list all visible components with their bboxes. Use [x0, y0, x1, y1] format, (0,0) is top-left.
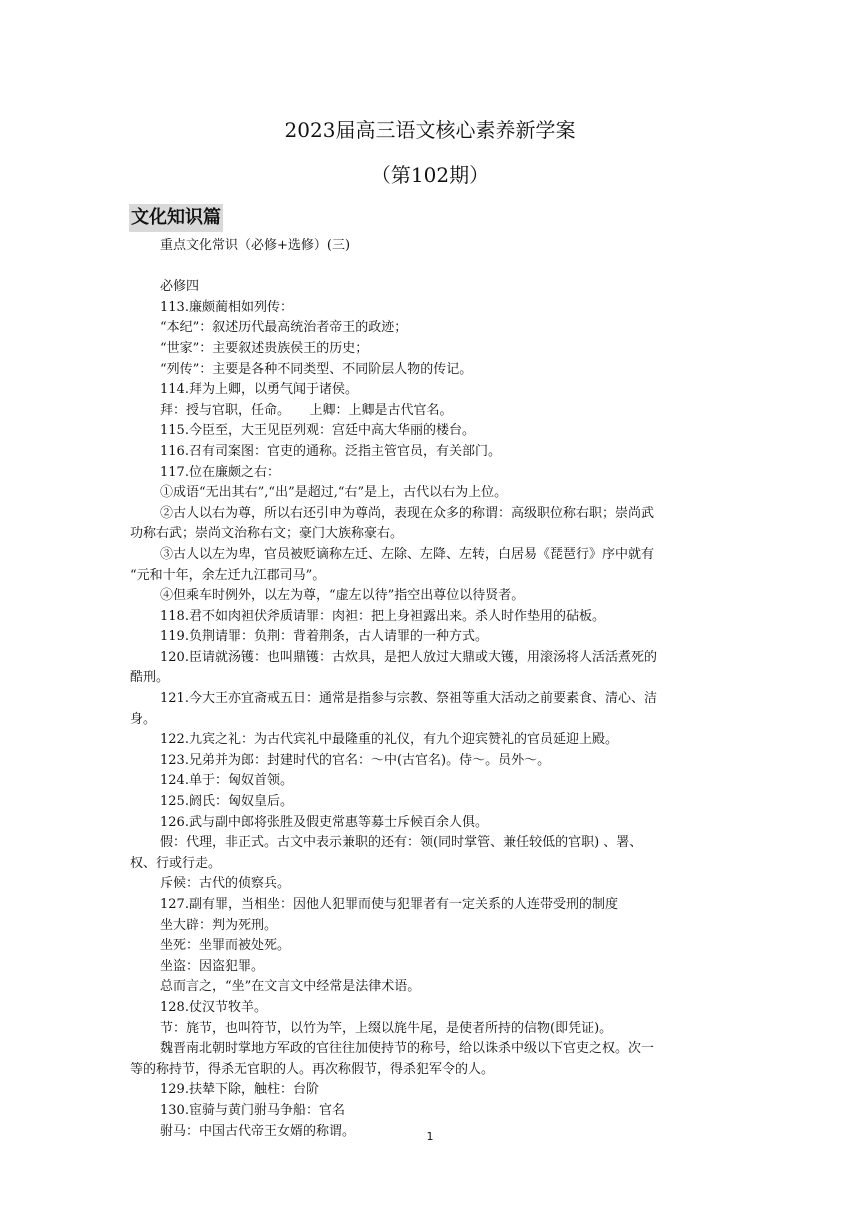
text-line: 115.今臣至，大王见臣列观：宫廷中高大华丽的楼台。: [160, 423, 475, 439]
document-body: [130, 236, 730, 1142]
text-line: 节：旄节，也叫符节，以竹为竿，上缀以旄牛尾，是使者所持的信物(即凭证)。: [160, 1020, 613, 1036]
text-line: 酷刑。: [130, 670, 170, 686]
text-line: 116.召有司案图：官吏的通称。泛指主管官员，有关部门。: [160, 443, 501, 459]
text-line: 等的称持节，得杀无官职的人。再次称假节，得杀犯军令的人。: [130, 1061, 495, 1077]
text-line: 总而言之，“坐”在文言文中经常是法律术语。: [160, 979, 421, 995]
text-line: 假：代理，非正式。古文中表示兼职的还有：领(同时掌管、兼任较低的官职) 、署、: [160, 835, 643, 851]
text-line: ④但乘车时例外，以左为尊，“虚左以待”指空出尊位以待贤者。: [160, 588, 525, 604]
text-line: 身。: [130, 711, 157, 727]
text-line: 拜：授与官职，任命。 上卿：上卿是古代官名。: [160, 402, 453, 418]
text-line: “列传”：主要是各种不同类型、不同阶层人物的传记。: [160, 361, 473, 377]
document-title: 2023届高三语文核心素养新学案: [284, 118, 576, 142]
text-line: 124.单于：匈奴首领。: [160, 773, 293, 789]
text-line: 113.廉颇蔺相如列传：: [160, 299, 293, 315]
text-line: ②古人以右为尊，所以右还引申为尊尚，表现在众多的称谓：高级职位称右职；崇尚武: [160, 505, 655, 521]
text-line: ①成语“无出其右”,“出”是超过,“右”是上，古代以右为上位。: [160, 485, 508, 501]
text-line: 127.副有罪，当相坐：因他人犯罪而使与犯罪者有一定关系的人连带受刑的制度: [160, 897, 618, 912]
text-line: 128.仗汉节牧羊。: [160, 999, 267, 1015]
text-line: 魏晋南北朝时掌地方军政的官往往加使持节的称号，给以诛杀中级以下官吏之权。次一: [160, 1041, 655, 1057]
text-line: 必修四: [160, 279, 200, 295]
text-line: 129.扶辇下除，触柱：台阶: [160, 1082, 319, 1098]
text-line: “世家”：主要叙述贵族侯王的历史；: [160, 340, 369, 356]
text-line: 120.臣请就汤镬：也叫鼎镬：古炊具，是把人放过大鼎或大镬，用滚汤将人活活煮死的: [160, 649, 657, 665]
text-line: 119.负荆请罪：负荆：背着荆条，古人请罪的一种方式。: [160, 629, 488, 645]
issue-number: （第102期）: [370, 163, 490, 187]
text-line: “本纪”：叙述历代最高统治者帝王的政迹；: [160, 320, 408, 336]
text-line: 坐盗：因盗犯罪。: [160, 958, 265, 974]
text-line: 121.今大王亦宜斋戒五日：通常是指参与宗教、祭祖等重大活动之前要素食、清心、洁: [160, 691, 657, 707]
text-line: 126.武与副中郎将张胜及假吏常惠等募士斥候百余人俱。: [160, 814, 488, 830]
text-line: [130, 257, 730, 278]
text-line: 118.君不如肉袒伏斧质请罪：肉袒：把上身袒露出来。杀人时作垫用的砧板。: [160, 608, 605, 624]
text-line: 114.拜为上卿，以勇气闻于诸侯。: [160, 382, 358, 398]
text-line: 坐死：坐罪而被处死。: [160, 938, 291, 954]
text-line: 122.九宾之礼：为古代宾礼中最隆重的礼仪，有九个迎宾赞礼的官员延迎上殿。: [160, 732, 618, 748]
text-line: 重点文化常识（必修+选修）(三): [160, 238, 351, 253]
text-line: 驸马：中国古代帝王女婿的称谓。: [160, 1123, 356, 1139]
text-line: 坐大辟：判为死刑。: [160, 917, 278, 933]
text-line: 117.位在廉颇之右：: [160, 464, 280, 480]
text-line: 斥候：古代的侦察兵。: [160, 876, 291, 892]
text-line: 123.兄弟并为郎：封建时代的官名：～中(古官名)。侍～。员外～。: [160, 752, 551, 768]
text-line: “元和十年，余左迁九江郡司马”。: [130, 567, 326, 583]
text-line: 权、行或行走。: [130, 855, 222, 871]
text-line: 130.宦骑与黄门驸马争船：官名: [160, 1102, 345, 1118]
text-line: ③古人以左为卑，官员被贬谪称左迁、左除、左降、左转，白居易《琵琶行》序中就有: [160, 546, 655, 562]
text-line: 功称右武；崇尚文治称右文；豪门大族称豪右。: [130, 526, 404, 542]
text-line: 125.阏氏：匈奴皇后。: [160, 794, 293, 810]
page-number: 1: [426, 1130, 434, 1143]
section-heading: 文化知识篇: [129, 204, 223, 232]
